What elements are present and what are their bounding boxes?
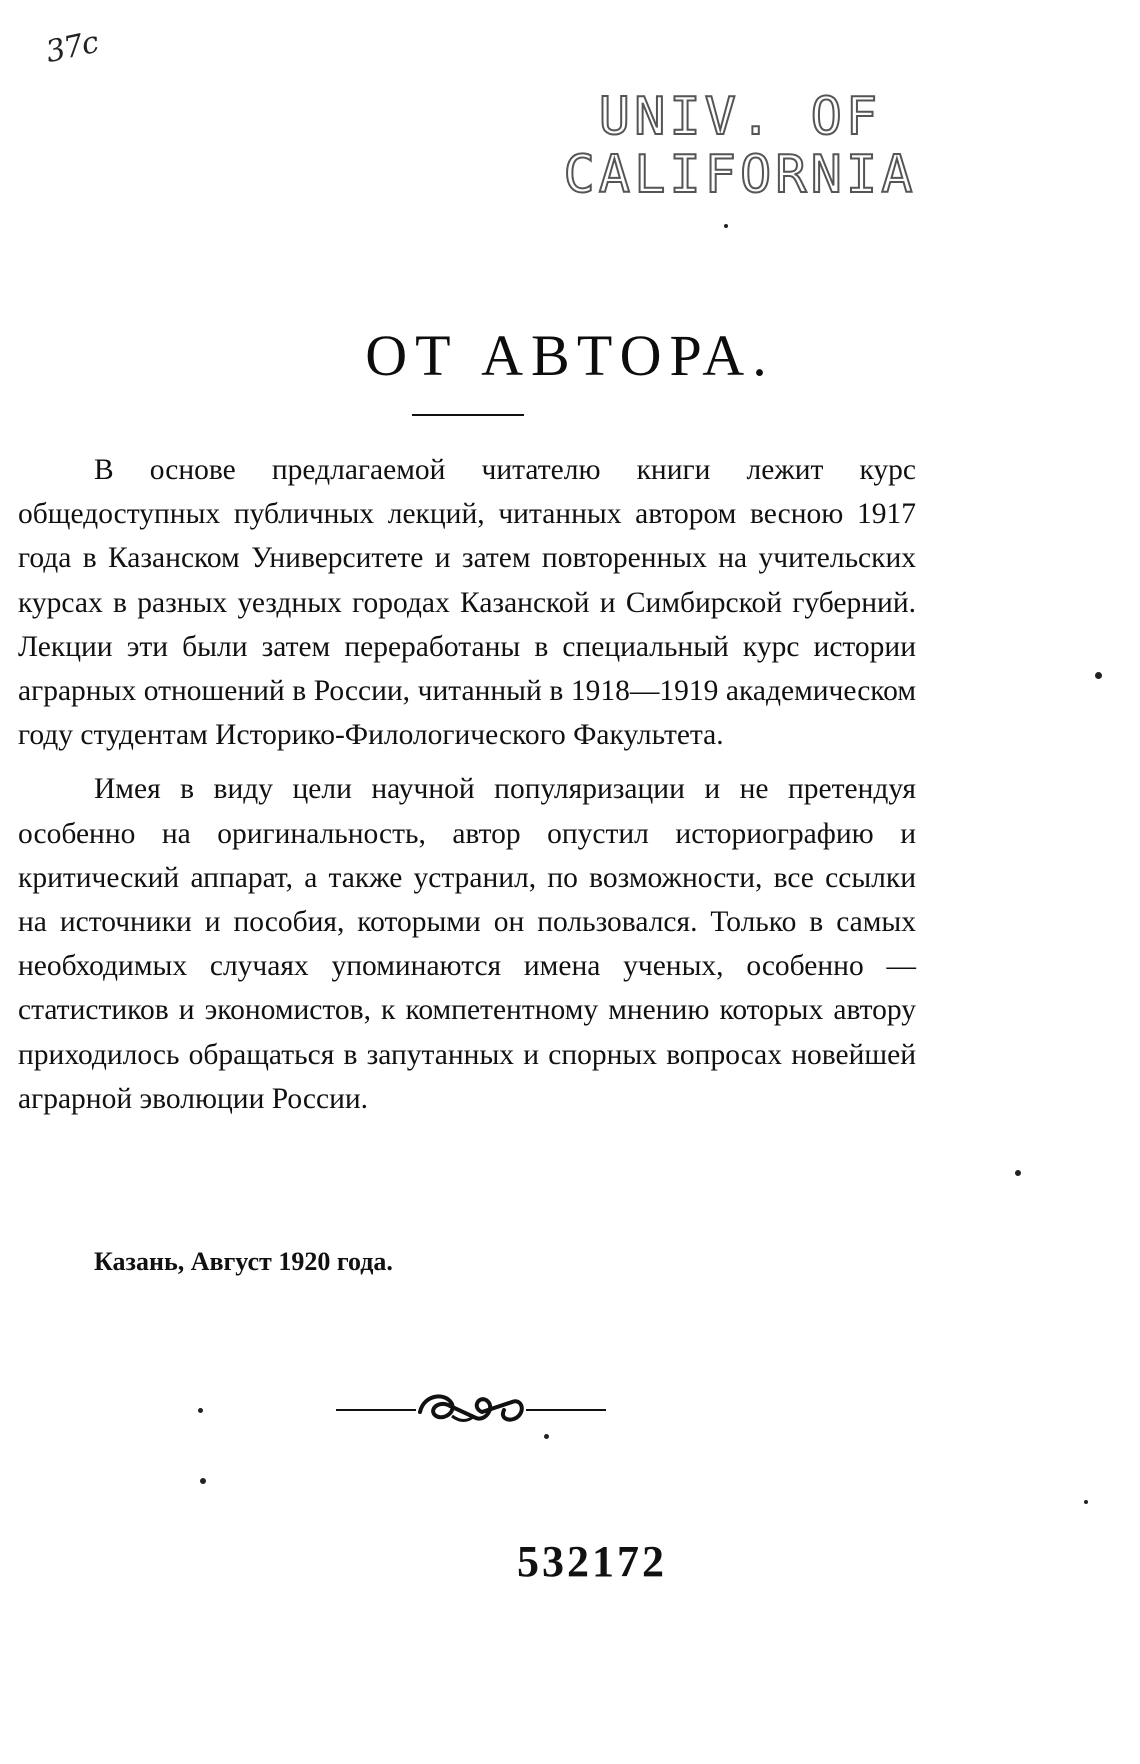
accession-number: 532172 bbox=[517, 1537, 667, 1586]
ornament-flourish-icon bbox=[336, 1388, 606, 1428]
place-date-signature: Казань, Август 1920 года. bbox=[94, 1247, 393, 1276]
stamp-line-2: CALIFORNIA bbox=[563, 145, 917, 205]
paper-speck bbox=[544, 1434, 549, 1439]
preface-body bbox=[18, 448, 916, 1121]
stamp-line-1: UNIV. OF bbox=[598, 87, 882, 147]
handwritten-shelfmark: 37c bbox=[42, 24, 102, 71]
title-divider bbox=[412, 414, 524, 416]
paper-speck bbox=[724, 224, 728, 228]
paragraph-1: В основе предлагаемой читателю книги лежит курс общедоступных публичных лекций, читанных автором весною 1917 года в Казанском Университете и затем повторенных на учительских курсах в разных уездных городах Казанской и Симбирской губерний. Лекции эти были затем переработаны в специальный курс истории аграрных отношений в России, читанный в 1918—1919 академическом году студентам Историко-Филологического Факультета. bbox=[18, 454, 916, 752]
paragraph-2: Имея в виду цели научной популяризации и не претендуя особенно на оригинальность, автор опустил историографию и критический аппарат, а также устранил, по возможности, все ссылки на источники и пособия, которыми он пользовался. Только в самых необходимых случаях упоминаются имена ученых, особенно — статистиков и экономистов, к компетентному мнению которых автору приходилось обращаться в запутанных и спорных вопросах новейшей аграрной эволюции России. bbox=[18, 773, 916, 1115]
paper-speck bbox=[198, 1408, 203, 1413]
paper-speck bbox=[1095, 672, 1102, 679]
paper-speck bbox=[1015, 1170, 1021, 1176]
paper-speck bbox=[1084, 1500, 1088, 1504]
paper-speck bbox=[200, 1478, 206, 1484]
page-title: ОТ АВТОРА. bbox=[365, 323, 775, 388]
library-perforation-stamp bbox=[560, 88, 920, 204]
